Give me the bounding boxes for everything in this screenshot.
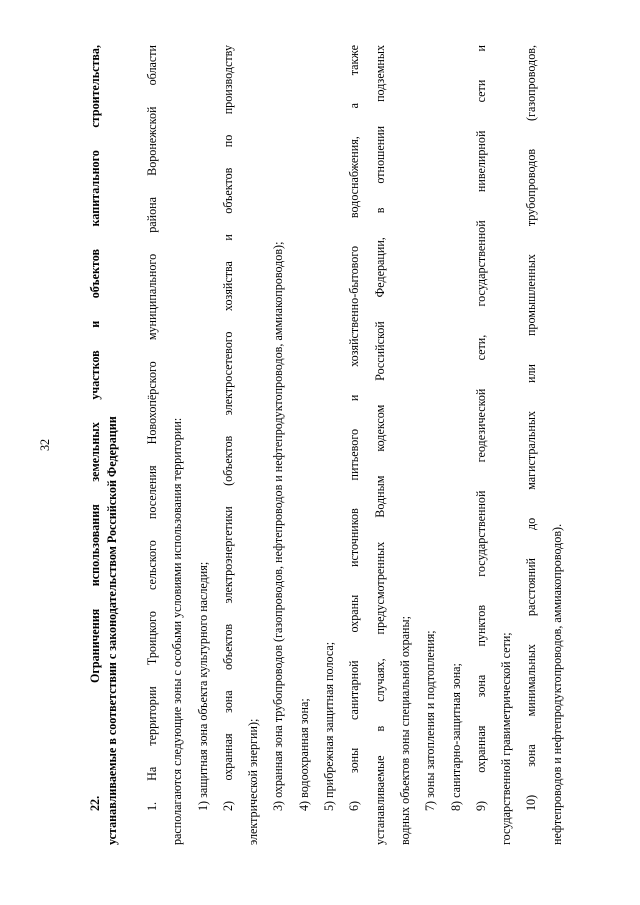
list-item-2: 2) охранная зона объектов электроэнергетики (объектов электросетевого хозяйства и объектов по производству электрической энергии);	[220, 45, 261, 845]
list-item-3: 3) охранная зона трубопроводов (газопроводов, нефтепроводов и нефтепродуктопроводов, аммиакопроводов);	[271, 241, 286, 811]
intro-line-1: 1. На территории Троицкого сельского поселения Новохопёрского муниципального района Воронежской области	[145, 45, 159, 811]
heading-line-1: Ограничения использования земельных участков и объектов капитального строительства,	[88, 45, 102, 684]
intro-line-2: располагаются следующие зоны с особыми условиями использования территории:	[170, 417, 185, 845]
section-heading	[87, 45, 121, 845]
section-number: 22.	[88, 795, 102, 811]
list-item-9: 9) охранная зона пунктов государственной геодезической сети, государственной нивелирной сети и государственной гравиметрической сети;	[473, 45, 514, 845]
intro-paragraph	[140, 45, 191, 845]
list-item-5: 5) прибрежная защитная полоса;	[322, 641, 337, 811]
rotated-content	[38, 45, 564, 845]
list-item-1: 1) защитная зона объекта культурного наследия;	[195, 561, 210, 811]
list-item-10: 10) зона минимальных расстояний до магистральных или промышленных трубопроводов (газопроводов, нефтепроводов и нефтепродуктопроводов, аммиакопроводов).	[524, 45, 564, 845]
heading-line-2: устанавливаемые в соответствии с законодательством Российской Федерации	[105, 416, 119, 845]
list-item-6: 6) зоны санитарной охраны источников питьевого и хозяйственно-бытового водоснабжения, а также устанавливаемые в случаях, предусмотренных Водным кодексом Российской Федерации, в отношении подземных водных объектов зоны специальной охраны;	[347, 45, 412, 845]
list-item-4: 4) водоохранная зона;	[296, 698, 311, 811]
page-number: 32	[38, 438, 52, 452]
list-item-8: 8) санитарно-защитная зона;	[448, 663, 463, 811]
list-item-7: 7) зоны затопления и подтопления;	[423, 630, 438, 811]
